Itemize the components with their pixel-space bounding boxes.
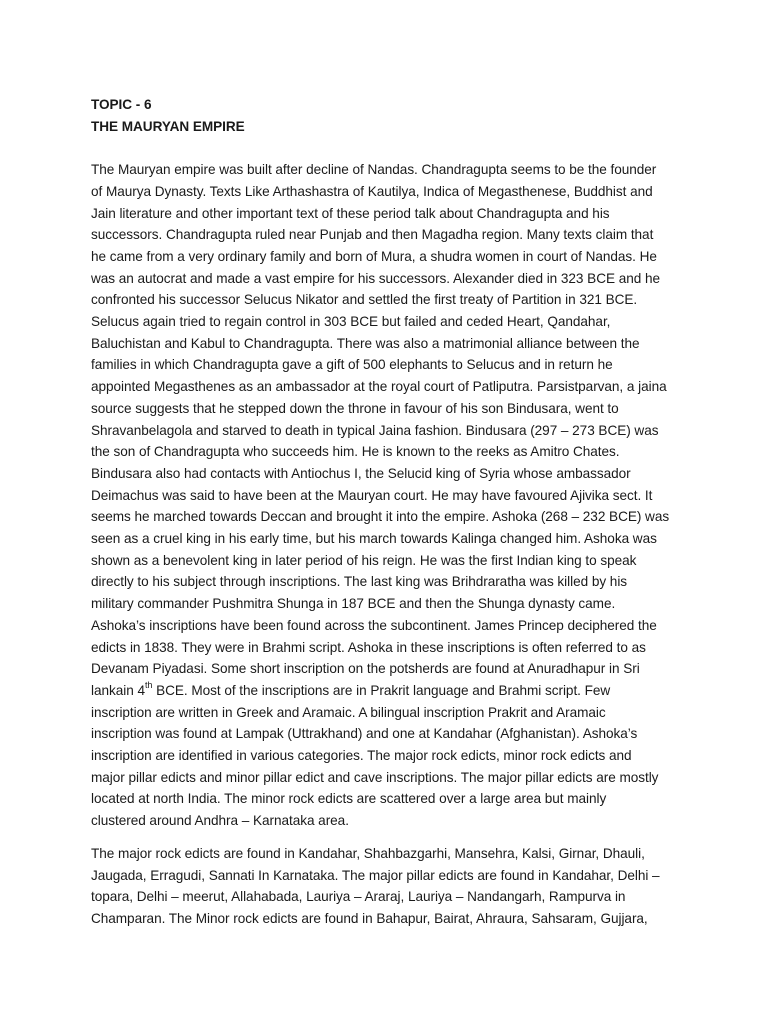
text-line: edicts in 1838. They were in Brahmi script. Ashoka in these inscriptions is often referred to as: [91, 639, 646, 655]
text-line: families in which Chandragupta gave a gift of 500 elephants to Selucus and in return he: [91, 357, 613, 373]
text-line: the son of Chandragupta who succeeds him. He is known to the reeks as Amitro Chates.: [91, 444, 620, 460]
text-line: Selucus again tried to regain control in 303 BCE but failed and ceded Heart, Qandahar,: [91, 314, 611, 330]
text-line: inscription are written in Greek and Aramaic. A bilingual inscription Prakrit and Aramaic: [91, 704, 606, 720]
text-line: The Mauryan empire was built after decline of Nandas. Chandragupta seems to be the founder: [91, 162, 657, 178]
text-line: Champaran. The Minor rock edicts are found in Bahapur, Bairat, Ahraura, Sahsaram, Gujjara,: [91, 911, 648, 926]
text-line: Jaugada, Erragudi, Sannati In Karnataka. The major pillar edicts are found in Kandahar, Delhi –: [91, 867, 660, 883]
paragraph-1: [91, 159, 691, 832]
text-line: military commander Pushmitra Shunga in 187 BCE and then the Shunga dynasty came.: [91, 596, 616, 612]
text-line-with-superscript: [91, 680, 691, 702]
text-line: The major rock edicts are found in Kandahar, Shahbazgarhi, Mansehra, Kalsi, Girnar, Dhauli,: [91, 845, 645, 861]
document-body: [91, 94, 691, 930]
text-line: Bindusara also had contacts with Antiochus I, the Selucid king of Syria whose ambassador: [91, 465, 631, 481]
text-line: located at north India. The minor rock edicts are scattered over a large area but mainly: [91, 791, 607, 807]
text-line: topara, Delhi – meerut, Allahabada, Lauriya – Araraj, Lauriya – Nandangarh, Rampurva in: [91, 889, 626, 905]
text-line: Baluchistan and Kabul to Chandragupta. There was also a matrimonial alliance between the: [91, 335, 640, 351]
text-line: Devanam Piyadasi. Some short inscription on the potsherds are found at Anuradhapur in Sri: [91, 661, 640, 677]
spacer: [91, 137, 691, 159]
text-line: Jain literature and other important text of these period talk about Chandragupta and his: [91, 205, 610, 221]
text-fragment: lankain 4: [91, 682, 145, 698]
paragraph-2: [91, 843, 691, 930]
text-line: of Maurya Dynasty. Texts Like Arthashastra of Kautilya, Indica of Megasthenese, Buddhist and: [91, 183, 653, 199]
text-line: inscription was found at Lampak (Uttrakhand) and one at Kandahar (Afghanistan). Ashoka’s: [91, 726, 638, 742]
page-title: THE MAURYAN EMPIRE: [91, 118, 245, 134]
text-line: source suggests that he stepped down the throne in favour of his son Bindusara, went to: [91, 400, 619, 416]
text-line: inscription are identified in various categories. The major rock edicts, minor rock edicts and: [91, 748, 632, 764]
text-line: directly to his subject through inscriptions. The last king was Brihdraratha was killed by his: [91, 574, 628, 590]
text-line: shown as a benevolent king in later period of his reign. He was the first Indian king to speak: [91, 552, 637, 568]
text-line: confronted his successor Selucus Nikator and settled the first treaty of Partition in 321 BCE.: [91, 292, 638, 308]
text-line: major pillar edicts and minor pillar edict and cave inscriptions. The major pillar edicts are mostly: [91, 769, 659, 785]
text-line: clustered around Andhra – Karnataka area.: [91, 813, 349, 829]
text-line: seems he marched towards Deccan and brought it into the empire. Ashoka (268 – 232 BCE) was: [91, 509, 670, 525]
superscript: th: [144, 680, 153, 691]
text-line: Deimachus was said to have been at the Mauryan court. He may have favoured Ajivika sect. It: [91, 487, 653, 503]
text-line: he came from a very ordinary family and born of Mura, a shudra women in court of Nandas. He: [91, 248, 657, 264]
topic-label: TOPIC - 6: [91, 97, 152, 112]
text-line: was an autocrat and made a vast empire for his successors. Alexander died in 323 BCE and he: [91, 270, 660, 286]
text-line: Ashoka’s inscriptions have been found across the subcontinent. James Princep deciphered the: [91, 617, 657, 633]
text-line: seen as a cruel king in his early time, but his march towards Kalinga changed him. Ashoka was: [91, 531, 657, 547]
text-line: Shravanbelagola and starved to death in typical Jaina fashion. Bindusara (297 – 273 BCE) was: [91, 422, 659, 438]
text-fragment: BCE. Most of the inscriptions are in Prakrit language and Brahmi script. Few: [152, 682, 611, 698]
text-line: appointed Megasthenes as an ambassador at the royal court of Patliputra. Parsistparvan, a jaina: [91, 379, 667, 395]
text-line: successors. Chandragupta ruled near Punjab and then Magadha region. Many texts claim that: [91, 227, 654, 243]
